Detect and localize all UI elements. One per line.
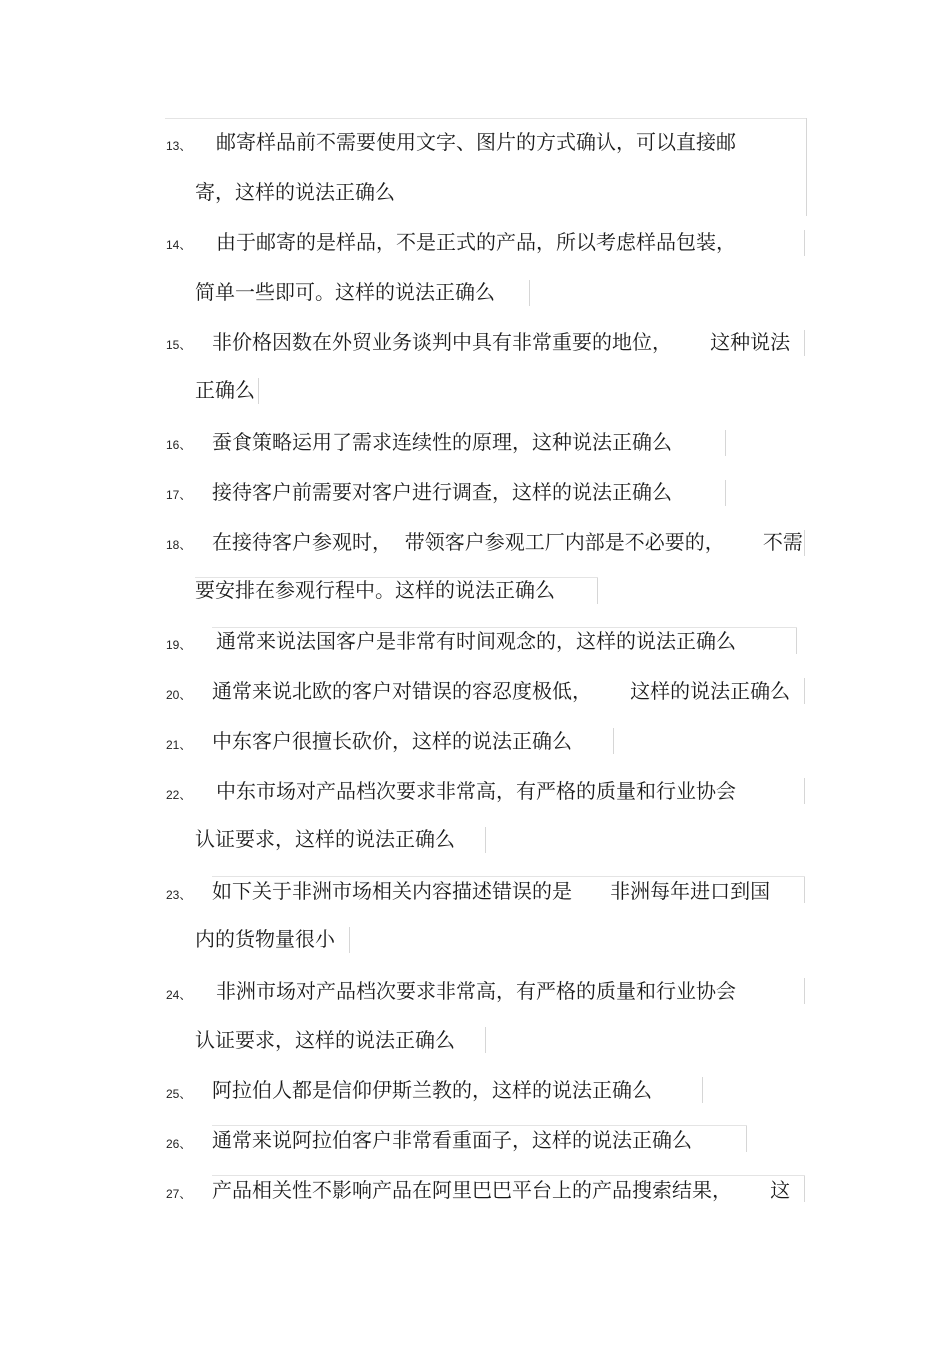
- cell-border: [804, 1176, 805, 1202]
- question-text: 如下关于非洲市场相关内容描述错误的是 非洲每年进口到国: [212, 879, 771, 903]
- question-number: 16、: [166, 438, 192, 452]
- cell-border: [804, 330, 805, 356]
- question-text: 寄，这样的说法正确么: [195, 180, 395, 204]
- question-text: 简单一些即可。这样的说法正确么: [195, 280, 495, 304]
- cell-border: [258, 378, 259, 404]
- question-text: 阿拉伯人都是信仰伊斯兰教的，这样的说法正确么: [212, 1078, 652, 1102]
- cell-border: [212, 1175, 805, 1176]
- cell-border: [597, 578, 598, 604]
- cell-border: [804, 778, 805, 804]
- cell-border: [804, 530, 805, 556]
- question-text: 产品相关性不影响产品在阿里巴巴平台上的产品搜索结果， 这: [212, 1178, 791, 1202]
- cell-border: [485, 1027, 486, 1053]
- question-number: 24、: [166, 988, 192, 1002]
- question-number: 27、: [166, 1187, 192, 1201]
- cell-border: [485, 827, 486, 853]
- cell-border: [806, 118, 807, 216]
- question-number: 13、: [166, 139, 192, 153]
- question-text: 通常来说阿拉伯客户非常看重面子，这样的说法正确么: [212, 1128, 692, 1152]
- question-number: 20、: [166, 688, 192, 702]
- cell-border: [613, 728, 614, 754]
- question-text: 中东市场对产品档次要求非常高，有严格的质量和行业协会: [216, 779, 736, 803]
- question-number: 26、: [166, 1137, 192, 1151]
- cell-border: [212, 1125, 747, 1126]
- cell-border: [702, 1077, 703, 1103]
- question-text: 通常来说法国客户是非常有时间观念的，这样的说法正确么: [216, 629, 736, 653]
- question-text: 认证要求，这样的说法正确么: [195, 1028, 455, 1052]
- question-number: 14、: [166, 238, 192, 252]
- cell-border: [725, 480, 726, 506]
- question-text: 正确么: [195, 378, 255, 402]
- question-text: 非洲市场对产品档次要求非常高，有严格的质量和行业协会: [216, 979, 736, 1003]
- question-text: 由于邮寄的是样品，不是正式的产品，所以考虑样品包装，: [216, 230, 736, 254]
- question-number: 17、: [166, 488, 192, 502]
- cell-border: [804, 877, 805, 903]
- question-text: 中东客户很擅长砍价，这样的说法正确么: [212, 729, 572, 753]
- question-text: 通常来说北欧的客户对错误的容忍度极低， 这样的说法正确么: [212, 679, 791, 703]
- cell-border: [804, 678, 805, 704]
- cell-border: [804, 230, 805, 256]
- question-number: 23、: [166, 888, 192, 902]
- question-number: 18、: [166, 538, 192, 552]
- cell-border: [746, 1126, 747, 1152]
- cell-border: [195, 577, 598, 578]
- cell-border: [212, 627, 797, 628]
- question-text: 要安排在参观行程中。这样的说法正确么: [195, 578, 555, 602]
- cell-border: [529, 280, 530, 306]
- question-text: 非价格因数在外贸业务谈判中具有非常重要的地位， 这种说法: [212, 330, 791, 354]
- question-number: 19、: [166, 638, 192, 652]
- cell-border: [165, 118, 807, 119]
- question-number: 25、: [166, 1087, 192, 1101]
- question-text: 认证要求，这样的说法正确么: [195, 827, 455, 851]
- question-text: 内的货物量很小: [195, 927, 335, 951]
- cell-border: [796, 628, 797, 654]
- question-number: 15、: [166, 338, 192, 352]
- cell-border: [212, 876, 805, 877]
- question-number: 22、: [166, 788, 192, 802]
- question-text: 接待客户前需要对客户进行调查，这样的说法正确么: [212, 480, 672, 504]
- question-text: 蚕食策略运用了需求连续性的原理，这种说法正确么: [212, 430, 672, 454]
- cell-border: [725, 430, 726, 456]
- question-text: 在接待客户参观时， 带领客户参观工厂内部是不必要的， 不需: [212, 530, 803, 554]
- question-number: 21、: [166, 738, 192, 752]
- cell-border: [349, 927, 350, 953]
- cell-border: [804, 978, 805, 1004]
- question-text: 邮寄样品前不需要使用文字、图片的方式确认，可以直接邮: [216, 130, 736, 154]
